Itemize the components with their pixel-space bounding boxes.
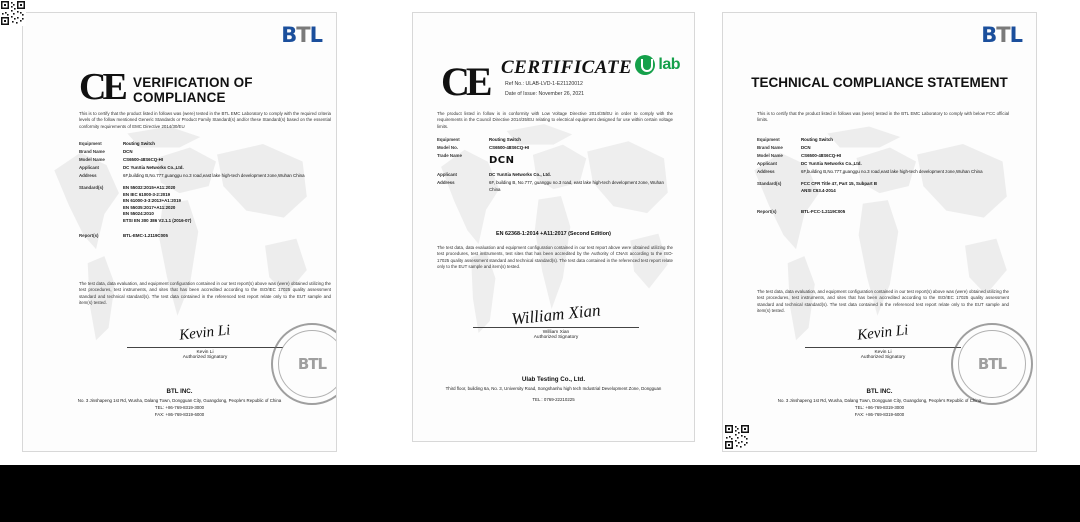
reference-number: Ref No.: ULAB-LVD-1-E21120012 bbox=[505, 81, 583, 87]
page-title: CERTIFICATE bbox=[501, 57, 633, 78]
signer-name: Kevin Li bbox=[874, 350, 892, 355]
signature-script: Kevin Li bbox=[178, 322, 232, 344]
body-paragraph: The test data, data evaluation and equipment configuration contained in our test report above were obtained utilizing the test procedures, test instruments, test sites that has been accredited by the Authority of CNAS according to the ISO-17025 quality assessment standard and technical standard(s). The test data contained in the referenced test report relate only to the EUT sample and item(s) tested. bbox=[437, 245, 673, 270]
issue-date: Date of Issue: November 26, 2021 bbox=[505, 91, 585, 97]
footer-block bbox=[723, 387, 1036, 418]
table-row: Address 6F,building B,No.777,guanggu no.3 road,east lake high-tech development zone,Wuhan China bbox=[79, 173, 305, 179]
equipment-details-table bbox=[437, 137, 673, 195]
footer-tel: TEL : 0769-22210225 bbox=[532, 396, 575, 402]
table-row: Equipment Routing Switch bbox=[79, 141, 155, 146]
ulab-logo bbox=[635, 55, 680, 75]
footer-tel: TEL: +86-769-8319-3000 bbox=[154, 404, 205, 410]
table-row: Equipment Routing Switch bbox=[757, 137, 833, 142]
document-technical-compliance-statement bbox=[722, 12, 1037, 452]
table-row: Report(s) BTL-EMC-1.2119C005 bbox=[79, 233, 168, 238]
footer-block bbox=[23, 387, 336, 418]
footer-company: BTL INC. bbox=[866, 388, 893, 395]
btl-stamp-icon: BTL bbox=[951, 323, 1033, 405]
page-title: VERIFICATION OF COMPLIANCE bbox=[133, 75, 253, 105]
btl-logo: BTL bbox=[281, 23, 322, 47]
signer-role: Authorized Signatory bbox=[860, 355, 906, 360]
equipment-details-table bbox=[757, 137, 1009, 178]
intro-paragraph: This is to certify that the product listed in follows was (were) tested in the BTL EMC Laboratory to comply with below FCC official limits. bbox=[757, 111, 1009, 123]
report-table bbox=[757, 209, 1009, 217]
document-verification-of-compliance bbox=[22, 12, 337, 452]
standards-table bbox=[79, 185, 331, 226]
table-row: Brand Name DCN bbox=[79, 149, 133, 155]
signer-role: Authorized Signatory bbox=[182, 355, 228, 360]
ce-mark-icon: CE bbox=[79, 66, 124, 108]
intro-paragraph: This is to certify that the product listed in follows was (were) tested in the BTL EMC Laboratory to comply with the required criteria levels of the follow mentioned Generic Standards or Product Family Standard(s) and/or these Standard(s) based on the essential conformity requirements of EMC Directive 2014/30/EU bbox=[79, 111, 331, 129]
table-row: Model No. CS6500-48S6CQ-HI bbox=[437, 145, 530, 151]
signature-script: Kevin Li bbox=[856, 322, 910, 344]
disclaimer-paragraph: The test data, data evaluation, and equipment configuration contained in our test report(s) above was (were) obtained utilizing the test procedures, test instruments, and sites that has been accredited according to the ISO/IEC 17025 quality assessment standard and technical standard(s). The test data contained in the referenced test report relate only to the EUT sample and item(s) tested. bbox=[757, 289, 1009, 314]
footer-address: No. 3 Jinshapeng 1st Rd, Wusha, Dalang Town, Dongguan City, Guangdong, People's Republic of China bbox=[777, 398, 982, 404]
table-row: Applicant DC YunXia Networks Co.,Ltd. bbox=[757, 161, 862, 167]
table-row: Standard(s) EN 55032:2015+A11:2020 EN IEC 61000-3-2:2019 EN 61000-3-3:2013+A1:2019 EN 55035:2017+A11:2020 EN 55024:2010 ETSI EN 300 386 V2.1.1 (2016-07) bbox=[79, 185, 192, 224]
table-row: Model Name CS6500-48S6CQ-HI bbox=[757, 153, 842, 159]
report-table bbox=[79, 233, 331, 241]
ulab-wordmark: lab bbox=[658, 56, 680, 73]
btl-logo: BTL bbox=[981, 23, 1022, 47]
signature-block bbox=[805, 322, 961, 360]
footer-company: BTL INC. bbox=[166, 388, 193, 395]
table-row: Brand Name DCN bbox=[757, 145, 811, 151]
table-row: Applicant DC YunXia Networks Co.,Ltd. bbox=[79, 165, 184, 171]
footer-company: Ulab Testing Co., Ltd. bbox=[521, 376, 586, 383]
footer-address: Third floor, building 6a, No. 3, University Road, Songshanhu high tech Industrial Development Zone, Dongguan bbox=[445, 386, 662, 392]
ce-mark-icon: CE bbox=[441, 59, 489, 104]
signer-name: William Xian bbox=[542, 330, 570, 335]
signature-block bbox=[473, 300, 639, 340]
ulab-mark-icon bbox=[635, 55, 655, 75]
signature-block bbox=[127, 322, 283, 360]
standard-line: EN 62368-1:2014 +A11:2017 (Second Edition) bbox=[496, 231, 611, 237]
footer-fax: FAX: +86-769-8319-6000 bbox=[154, 411, 205, 417]
table-row: Applicant DC YunXia Networks Co., Ltd. bbox=[437, 172, 551, 178]
page-title: TECHNICAL COMPLIANCE STATEMENT bbox=[751, 75, 1008, 90]
footer-address: No. 3 Jinshapeng 1st Rd, Wusha, Dalang Town, Dongguan City, Guangdong, People's Republic of China bbox=[77, 398, 282, 404]
signer-name: Kevin Li bbox=[196, 350, 214, 355]
table-row: Model Name CS6500-48S6CQ-HI bbox=[79, 157, 164, 163]
table-row: Address 6F,building B,No.777,guanggu no.3 road,east lake high-tech development zone,Wuhan China bbox=[757, 169, 983, 175]
bottom-black-band bbox=[0, 465, 1080, 522]
btl-stamp-icon: BTL bbox=[271, 323, 337, 405]
equipment-details-table bbox=[79, 141, 331, 182]
footer-tel: TEL: +86-769-8319-3000 bbox=[854, 404, 905, 410]
standards-table bbox=[757, 181, 1009, 196]
footer-fax: FAX: +86-769-8319-6000 bbox=[854, 411, 905, 417]
table-row: Report(s) BTL-FCC-1.2119C005 bbox=[757, 209, 846, 214]
document-certificate bbox=[412, 12, 695, 442]
table-row: Standard(s) FCC CFR Title 47, Part 15, Subpart B ANSI C63.4-2014 bbox=[757, 181, 878, 193]
disclaimer-paragraph: The test data, data evaluation, and equipment configuration contained in our test report(s) above was (were) obtained utilizing the test procedures, test instruments, and sites that has been accredited according to the ISO/IEC 17025 quality assessment standard and technical standard(s). The test data contained in the referenced test report relate only to the EUT sample and item(s) tested. bbox=[79, 281, 331, 306]
table-row: Address 6F, building B, No.777, guanggu no.3 road, east lake high-tech development zone, Wuhan China bbox=[437, 180, 664, 192]
footer-block bbox=[413, 375, 694, 404]
intro-paragraph: The product listed in follow is in conformity with Low Voltage Directive 2014/35/EU in order to comply with the requirements in the Council Directive 2014/35/EU relating to electrical equipment designed for use within certain voltage limits. bbox=[437, 111, 673, 129]
table-row: Equipment Routing Switch bbox=[437, 137, 521, 142]
table-row: Trade Name DCN bbox=[437, 153, 515, 167]
signer-role: Authorized Signatory bbox=[533, 335, 579, 340]
signature-script: William Xian bbox=[510, 300, 602, 329]
